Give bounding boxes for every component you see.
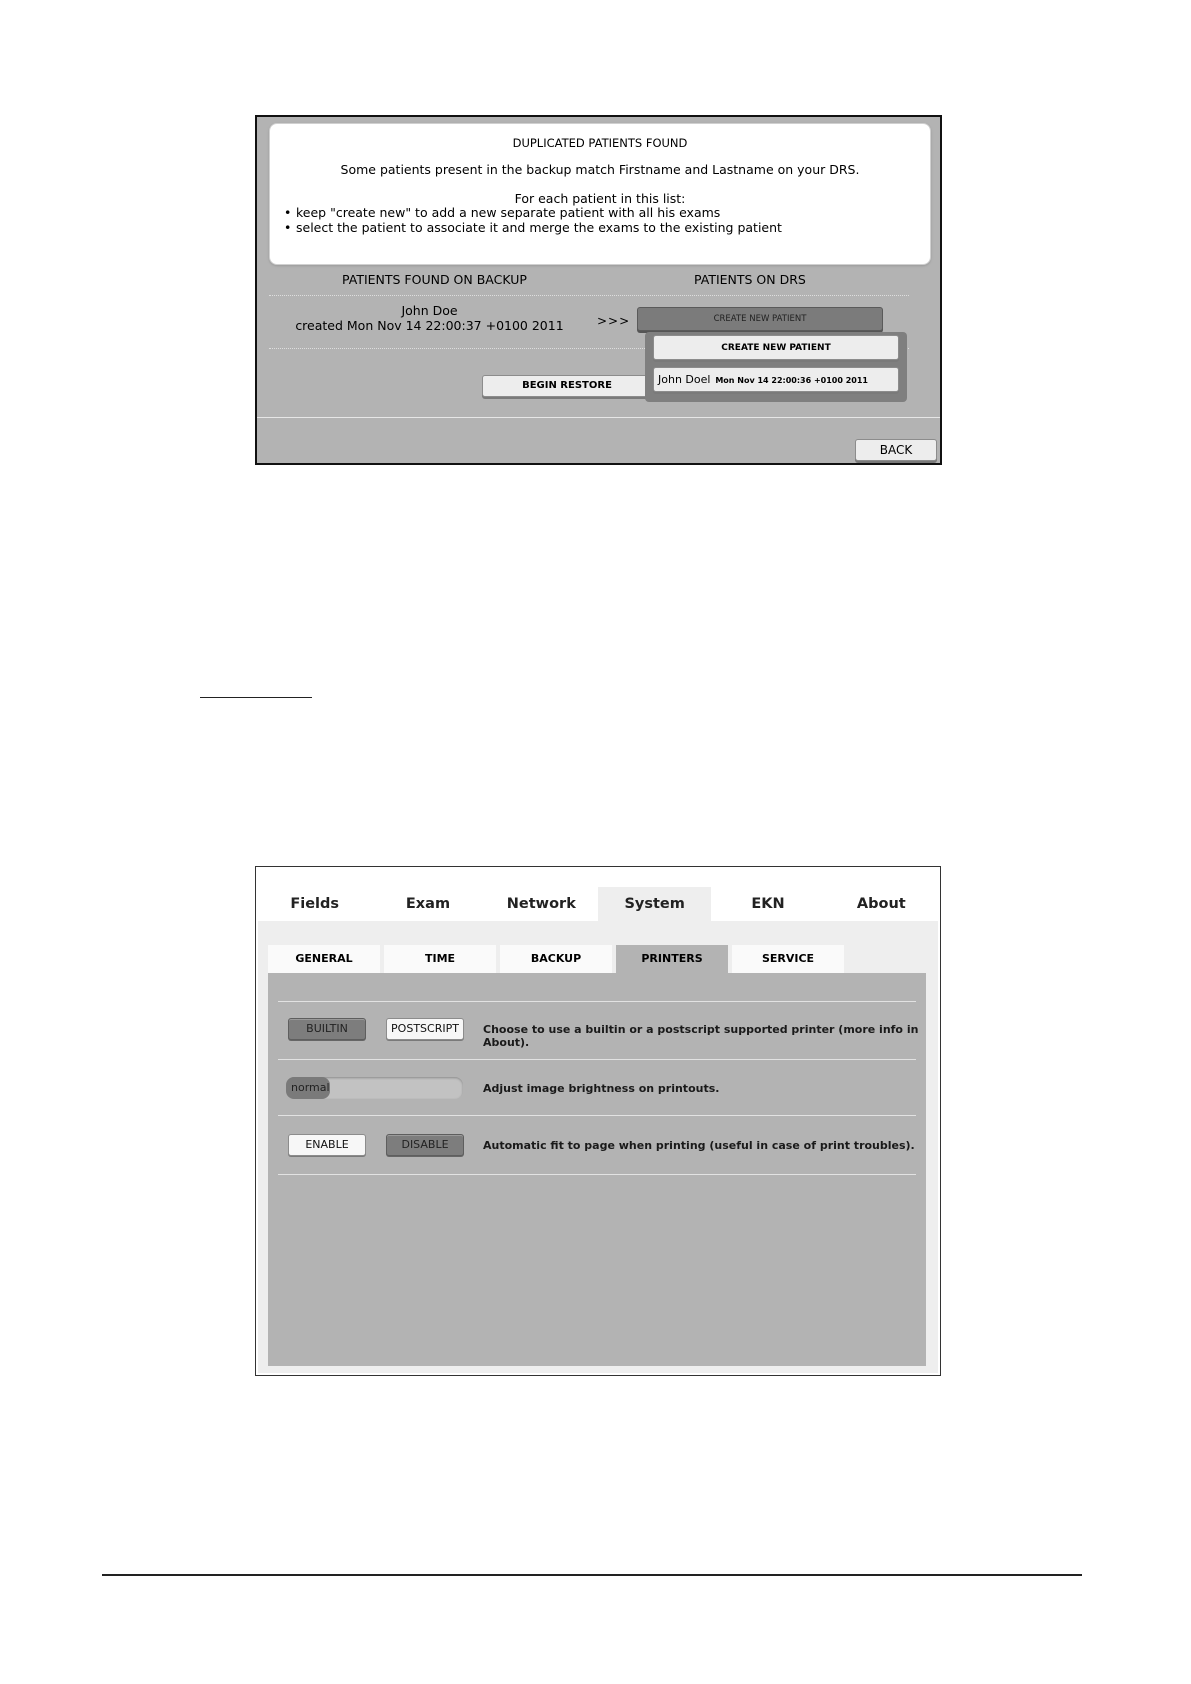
subtab-general[interactable]: GENERAL <box>268 945 380 973</box>
duplicates-message-box <box>269 123 931 265</box>
row-divider <box>278 1001 916 1002</box>
backup-patient-name: John Doe <box>401 303 458 318</box>
subtab-backup[interactable]: BACKUP <box>500 945 612 973</box>
printers-settings-content <box>268 973 926 1366</box>
option-patient-date: Mon Nov 14 22:00:36 +0100 2011 <box>715 376 868 385</box>
drs-patient-dropdown[interactable]: CREATE NEW PATIENT <box>637 307 883 331</box>
instruction-item: • keep "create new" to add a new separate patient with all his exams <box>284 206 782 221</box>
column-header-drs: PATIENTS ON DRS <box>694 272 806 287</box>
backup-patient-entry <box>257 303 602 333</box>
header-divider <box>269 295 909 296</box>
printer-type-description: Choose to use a builtin or a postscript supported printer (more info in About). <box>483 1023 919 1049</box>
postscript-printer-button[interactable]: POSTSCRIPT <box>386 1018 464 1040</box>
row-divider <box>278 1115 916 1116</box>
begin-restore-button[interactable]: BEGIN RESTORE <box>482 375 652 397</box>
main-tab-bar <box>258 887 938 921</box>
dialog-instructions-heading: For each patient in this list: <box>514 191 686 206</box>
dropdown-option-existing-patient[interactable] <box>653 367 899 392</box>
back-button[interactable]: BACK <box>855 439 937 461</box>
dialog-title: DUPLICATED PATIENTS FOUND <box>512 136 688 150</box>
disable-fit-button[interactable]: DISABLE <box>386 1134 464 1156</box>
subtab-printers[interactable]: PRINTERS <box>616 945 728 973</box>
dialog-message: Some patients present in the backup match Firstname and Lastname on your DRS. <box>340 162 860 177</box>
tab-ekn[interactable]: EKN <box>751 896 785 912</box>
section-underline <box>200 697 312 698</box>
instruction-item: • select the patient to associate it and merge the exams to the existing patient <box>284 221 782 236</box>
instructions-list <box>284 206 782 235</box>
option-patient-name: John Doel <box>658 373 711 386</box>
restore-screen <box>255 115 942 465</box>
tab-about[interactable]: About <box>856 896 906 912</box>
footer-divider <box>257 417 940 418</box>
builtin-printer-button[interactable]: BUILTIN <box>288 1018 366 1040</box>
tab-exam[interactable]: Exam <box>405 896 451 912</box>
brightness-description: Adjust image brightness on printouts. <box>483 1082 720 1095</box>
page-footer-rule <box>102 1574 1082 1576</box>
backup-patient-created: created Mon Nov 14 22:00:37 +0100 2011 <box>295 318 564 333</box>
row-divider <box>278 1059 916 1060</box>
dropdown-popup <box>645 332 907 402</box>
tab-fields[interactable]: Fields <box>290 896 340 912</box>
tab-network[interactable]: Network <box>506 896 576 912</box>
brightness-slider-handle[interactable]: normal <box>286 1077 330 1099</box>
subtab-time[interactable]: TIME <box>384 945 496 973</box>
sub-tab-bar <box>268 945 844 973</box>
subtab-service[interactable]: SERVICE <box>732 945 844 973</box>
enable-fit-button[interactable]: ENABLE <box>288 1134 366 1156</box>
brightness-slider[interactable] <box>286 1077 463 1099</box>
row-divider <box>278 1174 916 1175</box>
tab-system[interactable]: System <box>598 887 711 921</box>
dropdown-option-create-new[interactable]: CREATE NEW PATIENT <box>653 335 899 360</box>
settings-screen <box>255 866 941 1376</box>
column-header-backup: PATIENTS FOUND ON BACKUP <box>342 272 527 287</box>
fit-to-page-description: Automatic fit to page when printing (useful in case of print troubles). <box>483 1139 915 1152</box>
mapping-arrows: >>> <box>597 314 631 328</box>
